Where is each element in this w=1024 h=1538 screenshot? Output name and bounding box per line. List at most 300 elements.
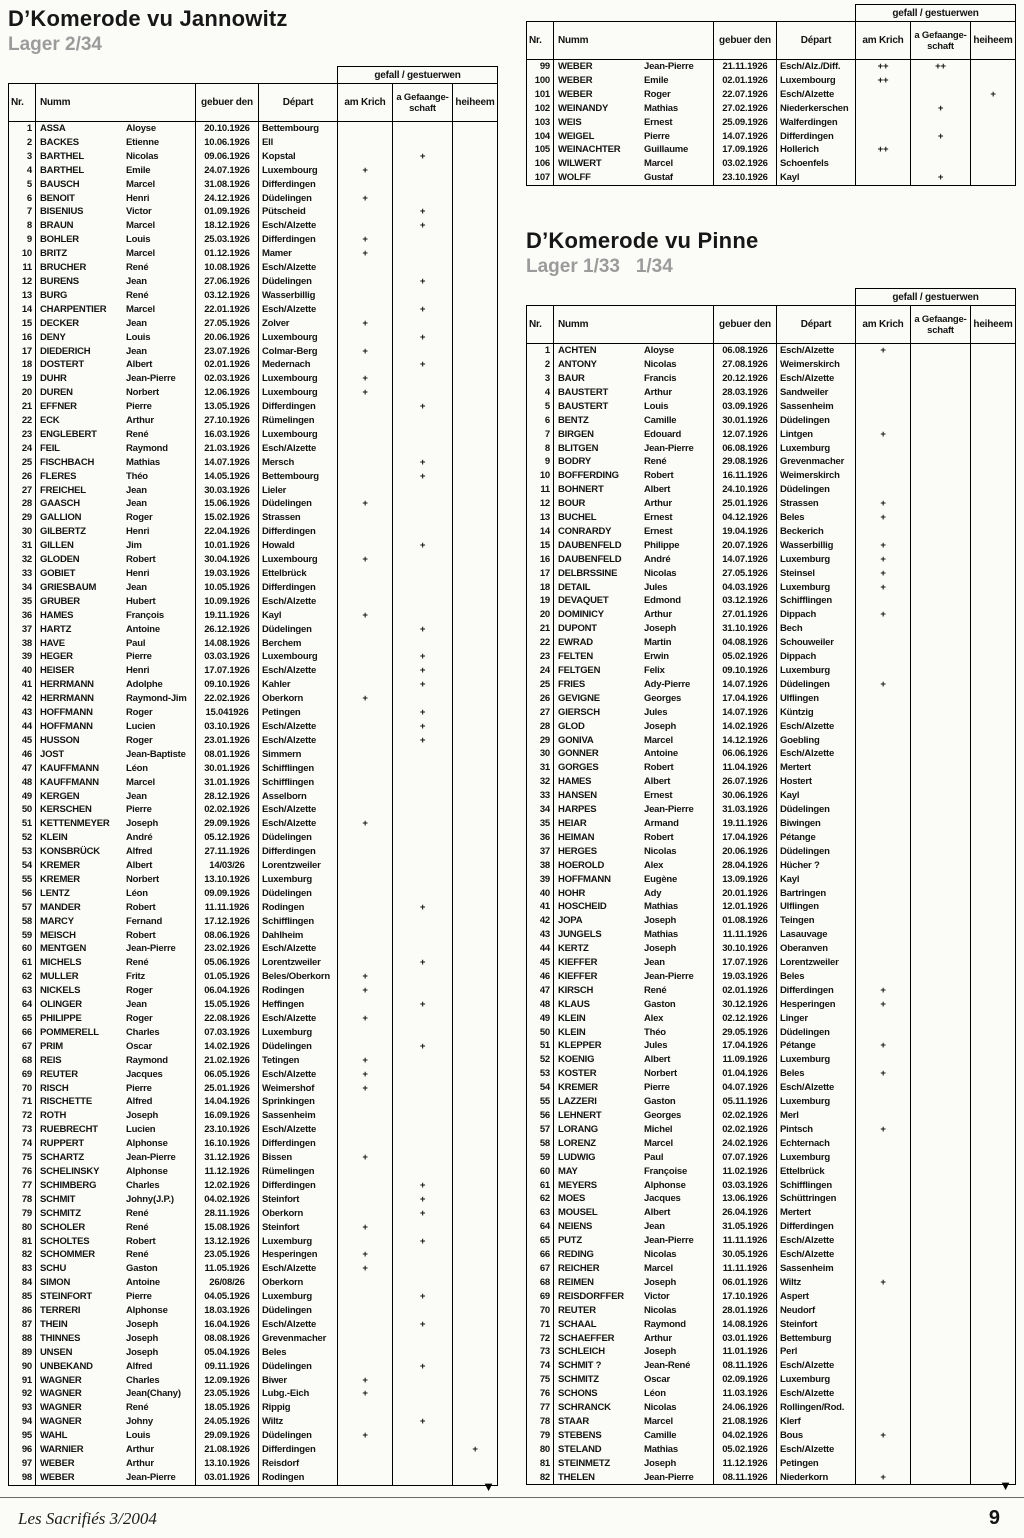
person-name <box>554 1415 714 1429</box>
mark-heiheem <box>453 956 498 970</box>
birth-date: 09.06.1926 <box>196 150 259 164</box>
depart-place: Beles <box>777 1067 856 1081</box>
row-number: 103 <box>527 116 554 130</box>
depart-place: Beckerich <box>777 525 856 539</box>
mark-gefaangeschaft <box>393 233 453 247</box>
mark-gefaangeschaft <box>393 484 453 498</box>
mark-gefaangeschaft <box>911 386 971 400</box>
mark-am-krich <box>856 116 911 130</box>
mark-am-krich <box>856 845 911 859</box>
depart-place: Lorentzweiler <box>777 956 856 970</box>
table-row <box>9 192 498 206</box>
mark-heiheem <box>971 116 1016 130</box>
depart-place: Ulflingen <box>777 900 856 914</box>
row-number: 37 <box>527 845 554 859</box>
mark-heiheem <box>971 525 1016 539</box>
firstname: Roger <box>644 88 671 100</box>
depart-place: Rodingen <box>259 984 338 998</box>
person-name <box>36 1401 196 1415</box>
firstname: Jules <box>644 581 668 593</box>
mark-heiheem <box>453 400 498 414</box>
mark-gefaangeschaft <box>911 442 971 456</box>
depart-place: Sassenheim <box>777 400 856 414</box>
surname: SCHRANCK <box>558 1402 611 1414</box>
mark-heiheem <box>453 1082 498 1096</box>
mark-gefaangeschaft <box>393 497 453 511</box>
mark-am-krich: + <box>338 1068 393 1082</box>
birth-date: 29.08.1926 <box>714 455 777 469</box>
mark-heiheem <box>453 497 498 511</box>
depart-place: Sassenheim <box>777 1262 856 1276</box>
row-number: 25 <box>9 456 36 470</box>
mark-heiheem <box>453 581 498 595</box>
row-number: 61 <box>527 1179 554 1193</box>
mark-am-krich <box>856 928 911 942</box>
birth-date: 27.08.1926 <box>714 358 777 372</box>
column-header-nr: Nr. <box>527 306 554 344</box>
row-number: 6 <box>9 192 36 206</box>
table-row <box>9 790 498 804</box>
mark-am-krich <box>338 1235 393 1249</box>
person-name <box>554 88 714 102</box>
firstname: Arthur <box>126 1444 154 1456</box>
birth-date: 04.12.1926 <box>714 511 777 525</box>
table-row <box>9 345 498 359</box>
firstname: Robert <box>126 901 156 913</box>
depart-place: Bissen <box>259 1151 338 1165</box>
mark-heiheem <box>971 692 1016 706</box>
row-number: 44 <box>9 720 36 734</box>
table-row <box>527 511 1016 525</box>
table-row <box>527 650 1016 664</box>
table-row <box>9 859 498 873</box>
mark-am-krich: + <box>856 553 911 567</box>
mark-am-krich <box>856 775 911 789</box>
mark-am-krich <box>338 539 393 553</box>
person-name <box>36 692 196 706</box>
table-row <box>9 400 498 414</box>
depart-place: Differdingen <box>259 1443 338 1457</box>
row-number: 71 <box>9 1095 36 1109</box>
mark-am-krich <box>856 1053 911 1067</box>
firstname: Norbert <box>126 387 159 399</box>
mark-gefaangeschaft <box>393 1165 453 1179</box>
birth-date: 03.10.1926 <box>196 720 259 734</box>
table-row <box>527 747 1016 761</box>
mark-am-krich <box>856 88 911 102</box>
birth-date: 15.06.1926 <box>196 497 259 511</box>
surname: REIS <box>40 1054 62 1066</box>
table-row <box>527 678 1016 692</box>
table-row <box>9 1054 498 1068</box>
depart-place: Petingen <box>777 1457 856 1471</box>
row-number: 39 <box>9 650 36 664</box>
table-row <box>527 1123 1016 1137</box>
depart-place: Schifflingen <box>259 762 338 776</box>
mark-am-krich <box>338 136 393 150</box>
header-spacer <box>527 289 856 306</box>
birth-date: 14.08.1926 <box>714 1318 777 1332</box>
surname: BURG <box>40 289 68 301</box>
person-name <box>554 859 714 873</box>
surname: SCHOMMER <box>40 1249 95 1261</box>
table-row <box>527 1429 1016 1443</box>
firstname: Mathias <box>644 901 678 913</box>
firstname: Robert <box>644 762 674 774</box>
mark-am-krich <box>856 650 911 664</box>
mark-am-krich <box>856 1026 911 1040</box>
firstname: Roger <box>126 985 153 997</box>
mark-am-krich <box>338 720 393 734</box>
mark-gefaangeschaft <box>911 1457 971 1471</box>
depart-place: Kahler <box>259 678 338 692</box>
mark-am-krich: + <box>338 192 393 206</box>
birth-date: 06.05.1926 <box>196 1068 259 1082</box>
firstname: Jean <box>126 498 147 510</box>
table-row <box>527 1151 1016 1165</box>
mark-am-krich <box>856 900 911 914</box>
firstname: Henri <box>126 665 150 677</box>
firstname: Pierre <box>644 130 670 142</box>
surname: FRIES <box>558 678 585 690</box>
birth-date: 30.12.1926 <box>714 998 777 1012</box>
mark-heiheem <box>453 1262 498 1276</box>
mark-gefaangeschaft <box>393 1248 453 1262</box>
mark-am-krich <box>856 1415 911 1429</box>
surname: REISDORFFER <box>558 1290 624 1302</box>
firstname: Adolphe <box>126 679 163 691</box>
person-name <box>36 762 196 776</box>
table-row <box>527 761 1016 775</box>
mark-heiheem <box>453 1276 498 1290</box>
person-name <box>36 358 196 372</box>
person-name <box>554 775 714 789</box>
depart-place: Esch/Alzette <box>259 734 338 748</box>
firstname: Alfred <box>126 846 153 858</box>
firstname: Arthur <box>126 415 154 427</box>
table-row <box>527 1248 1016 1262</box>
depart-place: Rodingen <box>259 1471 338 1485</box>
person-name <box>36 192 196 206</box>
table-row <box>527 1387 1016 1401</box>
person-name <box>554 1192 714 1206</box>
person-name <box>36 609 196 623</box>
row-number: 70 <box>527 1304 554 1318</box>
journal-name: Les Sacrifiés 3/2004 <box>18 1509 157 1528</box>
mark-am-krich <box>338 525 393 539</box>
firstname: René <box>126 1249 149 1261</box>
mark-gefaangeschaft <box>393 442 453 456</box>
mark-am-krich: + <box>856 1039 911 1053</box>
mark-gefaangeschaft <box>393 887 453 901</box>
mark-heiheem <box>971 970 1016 984</box>
mark-gefaangeschaft <box>911 803 971 817</box>
row-number: 49 <box>527 1012 554 1026</box>
mark-heiheem <box>971 594 1016 608</box>
mark-gefaangeschaft <box>911 1318 971 1332</box>
mark-heiheem <box>453 1040 498 1054</box>
mark-am-krich <box>856 414 911 428</box>
table-row <box>9 428 498 442</box>
surname: BOHNERT <box>558 484 604 496</box>
mark-heiheem <box>971 1234 1016 1248</box>
firstname: Charles <box>126 1026 160 1038</box>
table-row <box>9 539 498 553</box>
mark-am-krich: + <box>338 317 393 331</box>
birth-date: 10.05.1926 <box>196 581 259 595</box>
mark-am-krich: + <box>338 164 393 178</box>
depart-place: Mertert <box>777 1206 856 1220</box>
mark-gefaangeschaft <box>911 497 971 511</box>
row-number: 35 <box>9 595 36 609</box>
surname: HERRMANN <box>40 679 94 691</box>
row-number: 20 <box>527 608 554 622</box>
surname: KLEPPER <box>558 1040 602 1052</box>
person-name <box>36 178 196 192</box>
surname: DETAIL <box>558 581 591 593</box>
mark-am-krich <box>338 790 393 804</box>
mark-gefaangeschaft <box>911 900 971 914</box>
row-number: 14 <box>527 525 554 539</box>
mark-heiheem <box>453 1429 498 1443</box>
table-row <box>527 1415 1016 1429</box>
mark-gefaangeschaft <box>911 469 971 483</box>
mark-heiheem <box>453 734 498 748</box>
person-name <box>554 130 714 144</box>
mark-am-krich <box>338 358 393 372</box>
mark-heiheem <box>453 887 498 901</box>
mark-heiheem <box>971 803 1016 817</box>
row-number: 75 <box>9 1151 36 1165</box>
depart-place: Reisdorf <box>259 1457 338 1471</box>
mark-heiheem <box>453 845 498 859</box>
surname: BODRY <box>558 456 591 468</box>
row-number: 65 <box>527 1234 554 1248</box>
surname: KIEFFER <box>558 970 598 982</box>
mark-gefaangeschaft <box>911 143 971 157</box>
person-name <box>554 143 714 157</box>
firstname: Robert <box>644 831 674 843</box>
mark-heiheem <box>453 803 498 817</box>
person-name <box>554 803 714 817</box>
table-row <box>527 594 1016 608</box>
birth-date: 30.04.1926 <box>196 553 259 567</box>
person-name <box>36 1040 196 1054</box>
person-name <box>554 539 714 553</box>
column-header-gebuer-den: gebuer den <box>714 306 777 344</box>
mark-am-krich <box>338 414 393 428</box>
mark-gefaangeschaft <box>911 845 971 859</box>
mark-am-krich: + <box>856 567 911 581</box>
surname: HAMES <box>558 776 592 788</box>
firstname: Jean <box>126 275 147 287</box>
jannowitz-table-wrap <box>8 66 498 1494</box>
depart-place: Luxemburg <box>259 1026 338 1040</box>
firstname: Oscar <box>126 1040 152 1052</box>
depart-place: Mertert <box>777 761 856 775</box>
table-row <box>527 1067 1016 1081</box>
firstname: Jim <box>126 540 142 552</box>
surname: HEIAR <box>558 817 587 829</box>
mark-heiheem <box>453 678 498 692</box>
table-row <box>9 1165 498 1179</box>
table-row <box>527 414 1016 428</box>
row-number: 59 <box>527 1151 554 1165</box>
firstname: Nicolas <box>644 1402 677 1414</box>
table-row <box>9 525 498 539</box>
depart-place: Bartringen <box>777 887 856 901</box>
table-row <box>9 873 498 887</box>
mark-heiheem <box>971 553 1016 567</box>
person-name <box>36 511 196 525</box>
mark-gefaangeschaft: + <box>393 623 453 637</box>
surname: BUCHEL <box>558 512 597 524</box>
row-number: 19 <box>9 372 36 386</box>
mark-gefaangeschaft: + <box>393 1290 453 1304</box>
birth-date: 23.05.1926 <box>196 1248 259 1262</box>
firstname: Henri <box>126 526 150 538</box>
column-header-nr: Nr. <box>9 84 36 122</box>
person-name <box>554 1206 714 1220</box>
birth-date: 18.12.1926 <box>196 219 259 233</box>
mark-am-krich <box>338 650 393 664</box>
depart-place: Düdelingen <box>259 1429 338 1443</box>
firstname: Jean(Chany) <box>126 1388 181 1400</box>
row-number: 50 <box>527 1026 554 1040</box>
page-title-jannowitz: D’Komerode vu Jannowitz <box>8 6 288 31</box>
birth-date: 26.12.1926 <box>196 623 259 637</box>
firstname: Henri <box>126 192 150 204</box>
mark-am-krich <box>856 734 911 748</box>
mark-heiheem <box>453 748 498 762</box>
firstname: Marcel <box>644 734 673 746</box>
mark-am-krich: + <box>338 1262 393 1276</box>
firstname: Léon <box>644 1388 666 1400</box>
mark-am-krich: + <box>338 233 393 247</box>
birth-date: 31.03.1926 <box>714 803 777 817</box>
surname: KLEIN <box>40 832 68 844</box>
table-row <box>9 901 498 915</box>
mark-gefaangeschaft <box>911 636 971 650</box>
depart-place: Differdingen <box>259 400 338 414</box>
surname: UNBEKAND <box>40 1360 93 1372</box>
birth-date: 30.10.1926 <box>714 942 777 956</box>
mark-am-krich <box>856 1318 911 1332</box>
mark-gefaangeschaft <box>911 1095 971 1109</box>
column-header-depart: Départ <box>777 306 856 344</box>
firstname: Charles <box>126 1374 160 1386</box>
firstname: Alfred <box>126 1096 153 1108</box>
firstname: Ernest <box>644 512 673 524</box>
firstname: Antoine <box>644 748 678 760</box>
birth-date: 03.01.1926 <box>714 1332 777 1346</box>
row-number: 45 <box>527 956 554 970</box>
surname: JOPA <box>558 915 583 927</box>
mark-am-krich: + <box>338 970 393 984</box>
birth-date: 11.03.1926 <box>714 1387 777 1401</box>
row-number: 102 <box>527 102 554 116</box>
depart-place: Lintgen <box>777 428 856 442</box>
mark-gefaangeschaft: + <box>911 130 971 144</box>
depart-place: Aspert <box>777 1290 856 1304</box>
person-name <box>36 942 196 956</box>
mark-heiheem <box>971 1276 1016 1290</box>
surname: SCHMITZ <box>40 1207 81 1219</box>
table-row <box>527 803 1016 817</box>
table-row <box>9 803 498 817</box>
table-row <box>9 1193 498 1207</box>
person-name <box>36 637 196 651</box>
row-number: 80 <box>9 1221 36 1235</box>
table-row <box>527 157 1016 171</box>
firstname: Jules <box>644 1040 668 1052</box>
surname: OLINGER <box>40 999 82 1011</box>
person-name <box>36 136 196 150</box>
depart-place: Pintsch <box>777 1123 856 1137</box>
table-row <box>9 1429 498 1443</box>
depart-place: Teingen <box>777 914 856 928</box>
firstname: Oscar <box>644 1374 670 1386</box>
person-name <box>36 678 196 692</box>
depart-place: Luxemburg <box>777 442 856 456</box>
mark-heiheem: + <box>971 88 1016 102</box>
row-number: 61 <box>9 956 36 970</box>
birth-date: 27.01.1926 <box>714 608 777 622</box>
firstname: Jean-Pierre <box>644 1471 694 1483</box>
table-row <box>9 1207 498 1221</box>
mark-gefaangeschaft <box>393 1457 453 1471</box>
depart-place: Düdelingen <box>259 1040 338 1054</box>
mark-gefaangeschaft <box>393 845 453 859</box>
person-name <box>554 1081 714 1095</box>
surname: POMMERELL <box>40 1026 99 1038</box>
surname: SCHARTZ <box>40 1152 84 1164</box>
firstname: Alex <box>644 859 664 871</box>
mark-gefaangeschaft <box>911 1192 971 1206</box>
surname: MAY <box>558 1165 578 1177</box>
column-header-gefaangeschaft: a Gefaange-schaft <box>911 306 971 344</box>
mark-am-krich: + <box>856 1429 911 1443</box>
table-row <box>9 845 498 859</box>
row-number: 27 <box>9 484 36 498</box>
table-row <box>9 497 498 511</box>
mark-heiheem <box>971 1012 1016 1026</box>
depart-place: Differdingen <box>259 845 338 859</box>
mark-gefaangeschaft: + <box>393 1415 453 1429</box>
mark-heiheem <box>453 1026 498 1040</box>
row-number: 35 <box>527 817 554 831</box>
person-name <box>36 901 196 915</box>
person-name <box>36 1012 196 1026</box>
mark-gefaangeschaft <box>393 1026 453 1040</box>
table-row <box>9 484 498 498</box>
birth-date: 27.05.1926 <box>714 567 777 581</box>
mark-am-krich: + <box>338 372 393 386</box>
row-number: 21 <box>527 622 554 636</box>
surname: RUPPERT <box>40 1138 84 1150</box>
mark-gefaangeschaft <box>911 1248 971 1262</box>
mark-am-krich <box>856 455 911 469</box>
birth-date: 30.03.1926 <box>196 484 259 498</box>
surname: MULLER <box>40 971 79 983</box>
birth-date: 11.02.1926 <box>714 1165 777 1179</box>
mark-gefaangeschaft <box>393 609 453 623</box>
mark-am-krich <box>338 442 393 456</box>
birth-date: 27.10.1926 <box>196 414 259 428</box>
person-name <box>554 1137 714 1151</box>
surname: MOES <box>558 1193 586 1205</box>
mark-heiheem <box>453 1248 498 1262</box>
